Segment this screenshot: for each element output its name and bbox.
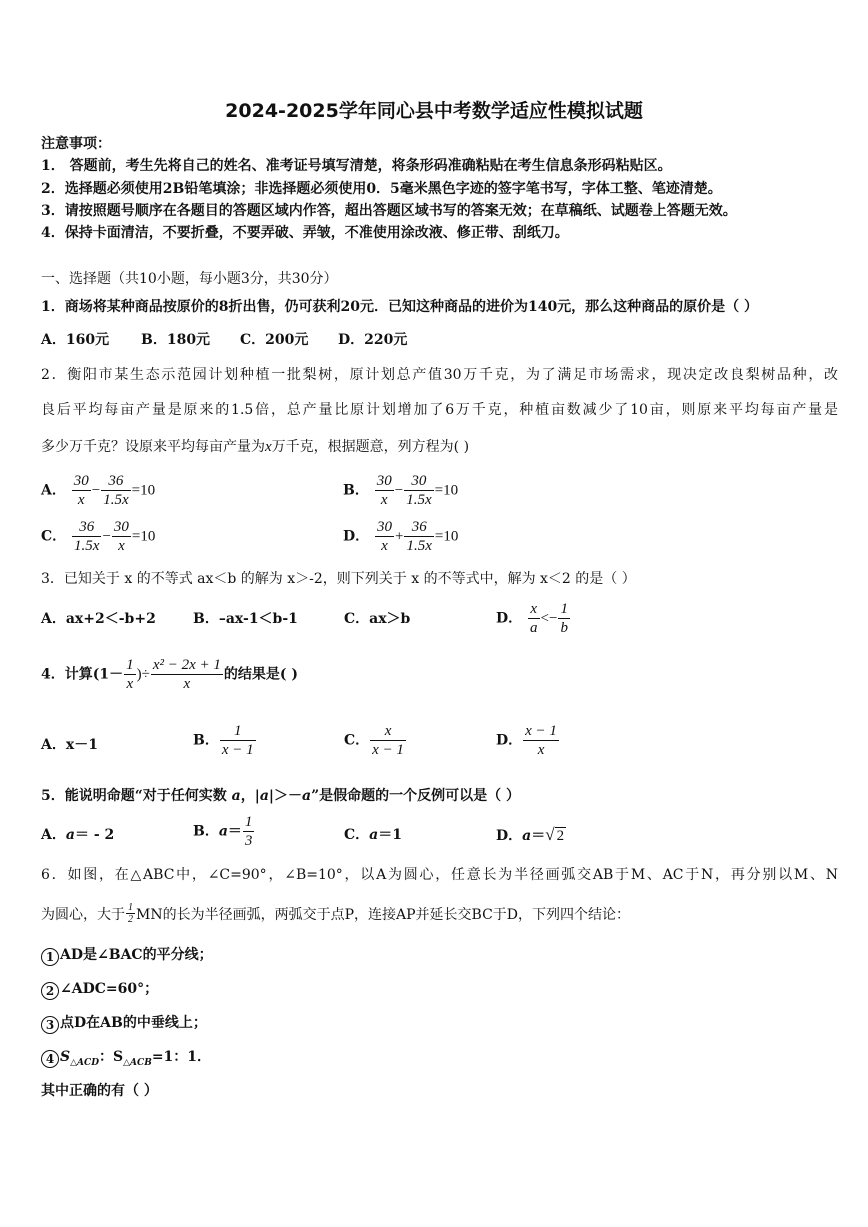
q2a-den-2: 1.5x — [103, 492, 129, 508]
q2d-frac-1 — [375, 518, 394, 555]
q3-label-d: D． — [496, 610, 523, 627]
q3d-rel: <− — [540, 610, 558, 627]
notice-item-3: 3．请按照题号顺序在各题目的答题区域内作答，超出答题区域书写的答案无效；在草稿纸、试题卷上答题无效。 — [41, 203, 737, 219]
q4-frac1-num: 1 — [126, 657, 134, 673]
q6-half-den: 2 — [128, 914, 133, 925]
q3d-den-2: b — [560, 620, 568, 636]
q4-option-d — [496, 722, 560, 759]
q4-option-b — [193, 722, 257, 759]
q4-label-d: D． — [496, 732, 523, 749]
q5d-var: a — [522, 828, 532, 844]
q4-prefix: 4．计算(1－ — [41, 666, 124, 683]
q2b-eq: =10 — [434, 482, 459, 499]
q2-option-c — [41, 518, 155, 555]
q6-c4-sub2: △ACB — [123, 1057, 152, 1068]
q1-option-b: B．180元 — [141, 332, 211, 348]
q4-suffix: 的结果是( ) — [223, 666, 299, 683]
q2a-den-1: x — [77, 492, 85, 508]
circle-2-icon: 2 — [41, 982, 59, 1000]
q2c-eq: =10 — [131, 528, 156, 545]
q1-option-a: A．160元 — [41, 332, 110, 348]
q2-option-d — [343, 518, 458, 555]
q2d-frac-2 — [404, 518, 433, 555]
q2b-minus: − — [394, 482, 404, 499]
q2b-den-2: 1.5x — [406, 492, 432, 508]
q2c-frac-1 — [72, 518, 101, 555]
q6-line-2a: 为圆心，大于 — [41, 907, 125, 923]
q2b-den-1: x — [380, 492, 388, 508]
q2a-minus: − — [91, 482, 101, 499]
q5-label-b: B． — [193, 823, 219, 840]
q4b-den: x − 1 — [221, 742, 254, 758]
q5b-num: 1 — [244, 814, 253, 830]
q6-c4-ratio: =1：1． — [151, 1049, 212, 1065]
q2a-frac-1 — [72, 472, 91, 509]
notice-item-2: 2．选择题必须使用2B铅笔填涂；非选择题必须使用0．5毫米黑色字迹的签字笔书写，字体工整、笔迹清楚。 — [41, 181, 722, 197]
q4d-num: x − 1 — [525, 723, 557, 739]
q2-option-a — [41, 472, 155, 509]
q2-variable: x — [265, 439, 272, 455]
q2b-frac-1 — [375, 472, 394, 509]
q3d-frac-2 — [558, 600, 570, 637]
q6-c3-text: 点D在AB的中垂线上； — [60, 1015, 207, 1031]
q3-option-b: B．–ax-1＜b-1 — [193, 611, 298, 627]
q5b-var: a — [218, 823, 228, 840]
q4-frac2-num: x² − 2x + 1 — [152, 657, 221, 673]
q3-option-d — [496, 600, 571, 637]
q6-c2-text: ∠ADC=60°； — [60, 981, 159, 997]
q6-c1-text: AD是∠BAC的平分线； — [60, 947, 213, 963]
q2-line-1: 2．衡阳市某生态示范园计划种植一批梨树，原计划总产值30万千克，为了满足市场需求，现决定改良梨树品种，改 — [41, 367, 838, 383]
q5b-eq: ＝ — [227, 823, 242, 840]
q5a-val: ＝ - 2 — [74, 827, 115, 843]
q3d-frac-1 — [528, 600, 540, 637]
q2c-frac-2 — [112, 518, 131, 555]
q2c-num-1: 36 — [72, 518, 101, 537]
q6-conclusion-4 — [41, 1048, 838, 1072]
q3d-den-1: a — [530, 620, 538, 636]
q3-stem: 3．已知关于 x 的不等式 ax＜b 的解为 x＞-2，则下列关于 x 的不等式中，解为 x＜2 的是（ ） — [41, 571, 636, 587]
q2b-frac-2 — [404, 472, 433, 509]
q4d-den: x — [537, 742, 545, 758]
q5d-radicand: 2 — [556, 828, 565, 844]
q2-line-2: 良后平均每亩产量是原来的1.5倍，总产量比原计划增加了6万千克，种植亩数减少了10亩，则原来平均每亩产量是 — [41, 402, 838, 418]
q2-option-b — [343, 472, 458, 509]
notice-item-4: 4．保持卡面清洁，不要折叠，不要弄破、弄皱，不准使用涂改液、修正带、刮纸刀。 — [41, 225, 569, 241]
q6-line-2 — [41, 902, 838, 925]
q4c-frac — [370, 722, 406, 759]
q2c-den-1: 1.5x — [74, 538, 100, 554]
q2a-num-2: 36 — [101, 472, 130, 491]
q5-option-d — [496, 826, 566, 845]
q1-option-c: C．200元 — [240, 332, 309, 348]
q4-option-a: A．x－1 — [41, 737, 98, 753]
q5b-den: 3 — [244, 833, 253, 849]
q5-stem — [41, 787, 838, 805]
q6-ask: 其中正确的有（ ） — [41, 1083, 158, 1099]
q3d-num-2: 1 — [560, 601, 568, 617]
q2d-den-2: 1.5x — [406, 538, 432, 554]
q2a-frac-2 — [101, 472, 130, 509]
sqrt-icon: √ — [545, 825, 555, 844]
q4-frac2-den: x — [183, 676, 191, 692]
q4-div: )÷ — [136, 666, 150, 683]
q2-label-d: D． — [343, 528, 370, 545]
page-title: 2024-2025学年同心县中考数学适应性模拟试题 — [225, 100, 643, 122]
q6-line-2b: MN的长为半径画弧，两弧交于点P，连接AP并延长交BC于D，下列四个结论： — [136, 907, 631, 923]
q5d-eq: ＝ — [531, 828, 546, 844]
q6-c4-s2: ：S — [99, 1049, 124, 1065]
q2d-eq: =10 — [434, 528, 459, 545]
q5-var-3: a — [302, 788, 312, 804]
q2-label-b: B． — [343, 482, 369, 499]
q2b-num-1: 30 — [376, 473, 392, 489]
q5c-val: ＝1 — [378, 827, 402, 843]
circle-3-icon: 3 — [41, 1016, 59, 1034]
q6-half-num: 1 — [128, 902, 133, 913]
q2d-plus: + — [395, 528, 404, 545]
q5-option-c — [344, 826, 402, 844]
circle-1-icon: 1 — [41, 948, 59, 966]
q5-stem-a: 5．能说明命题“对于任何实数 — [41, 788, 232, 804]
q2d-num-2: 36 — [404, 518, 433, 537]
q5-stem-c: |＞－ — [268, 788, 303, 804]
q2a-num-1: 30 — [73, 473, 89, 489]
q6-conclusion-2 — [41, 980, 838, 1000]
q5-stem-d: ”是假命题的一个反例可以是（ ） — [311, 788, 521, 804]
q2c-den-2: x — [118, 538, 125, 554]
q4-option-c — [344, 722, 407, 759]
q4-label-c: C． — [344, 732, 370, 749]
q6-c4-sub1: △ACD — [70, 1057, 99, 1068]
q1-option-d: D．220元 — [338, 332, 408, 348]
q5-option-a — [41, 826, 114, 844]
q6-half-frac — [126, 902, 135, 925]
q4-frac-2 — [151, 656, 223, 693]
q2-line-3a: 多少万千克？设原来平均每亩产量为 — [41, 439, 265, 455]
q4b-num: 1 — [220, 722, 256, 741]
q5b-frac — [243, 813, 255, 850]
q2-label-a: A． — [41, 482, 66, 499]
q4-label-b: B． — [193, 732, 219, 749]
q4-frac1-den: x — [126, 676, 134, 692]
q5-var-2: a — [259, 788, 269, 804]
section-heading: 一、选择题（共10小题，每小题3分，共30分） — [41, 271, 338, 287]
q5a-var: a — [65, 827, 75, 843]
q2-line-3 — [41, 438, 838, 456]
q6-c4-s1: S — [60, 1049, 71, 1065]
q5-var-1: a — [231, 788, 241, 804]
q5-label-a: A． — [41, 827, 66, 843]
q2c-num-2: 30 — [113, 519, 129, 535]
q4c-den: x − 1 — [372, 742, 404, 758]
q3-option-c: C．ax＞b — [344, 611, 411, 627]
q5-label-c: C． — [344, 827, 370, 843]
q6-conclusion-1 — [41, 946, 838, 966]
q4c-num: x — [370, 722, 406, 741]
q6-line-1: 6．如图，在△ABC中，∠C=90°，∠B=10°，以A为圆心，任意长为半径画弧交AB于M、AC于N，再分别以M、N — [41, 867, 838, 883]
q3-option-a: A．ax+2＜-b+2 — [41, 611, 156, 627]
q5c-var: a — [369, 827, 379, 843]
q2-line-3b: 万千克，根据题意，列方程为( ) — [271, 439, 470, 455]
q4-stem — [41, 656, 298, 693]
q5-stem-b: ，| — [240, 788, 260, 804]
q2d-den-1: x — [381, 538, 388, 554]
q3d-num-1: x — [528, 600, 540, 619]
q4-frac-1 — [124, 656, 136, 693]
q2b-num-2: 30 — [404, 472, 433, 491]
q5-option-b — [193, 813, 255, 850]
q5-label-d: D． — [496, 828, 523, 844]
q6-conclusion-3 — [41, 1014, 838, 1034]
q2-label-c: C． — [41, 528, 67, 545]
notice-item-1: 1． 答题前，考生先将自己的姓名、准考证号填写清楚，将条形码准确粘贴在考生信息条形码粘贴区。 — [41, 158, 672, 174]
q2d-num-1: 30 — [377, 519, 393, 535]
q4b-frac — [220, 722, 256, 759]
circle-4-icon: 4 — [41, 1050, 59, 1068]
notice-heading: 注意事项： — [41, 136, 111, 152]
q2a-eq: =10 — [131, 482, 156, 499]
q1-stem: 1．商场将某种商品按原价的8折出售，仍可获利20元．已知这种商品的进价为140元，那么这种商品的原价是（ ） — [41, 299, 759, 315]
q2c-minus: − — [102, 528, 111, 545]
q4d-frac — [523, 722, 559, 759]
